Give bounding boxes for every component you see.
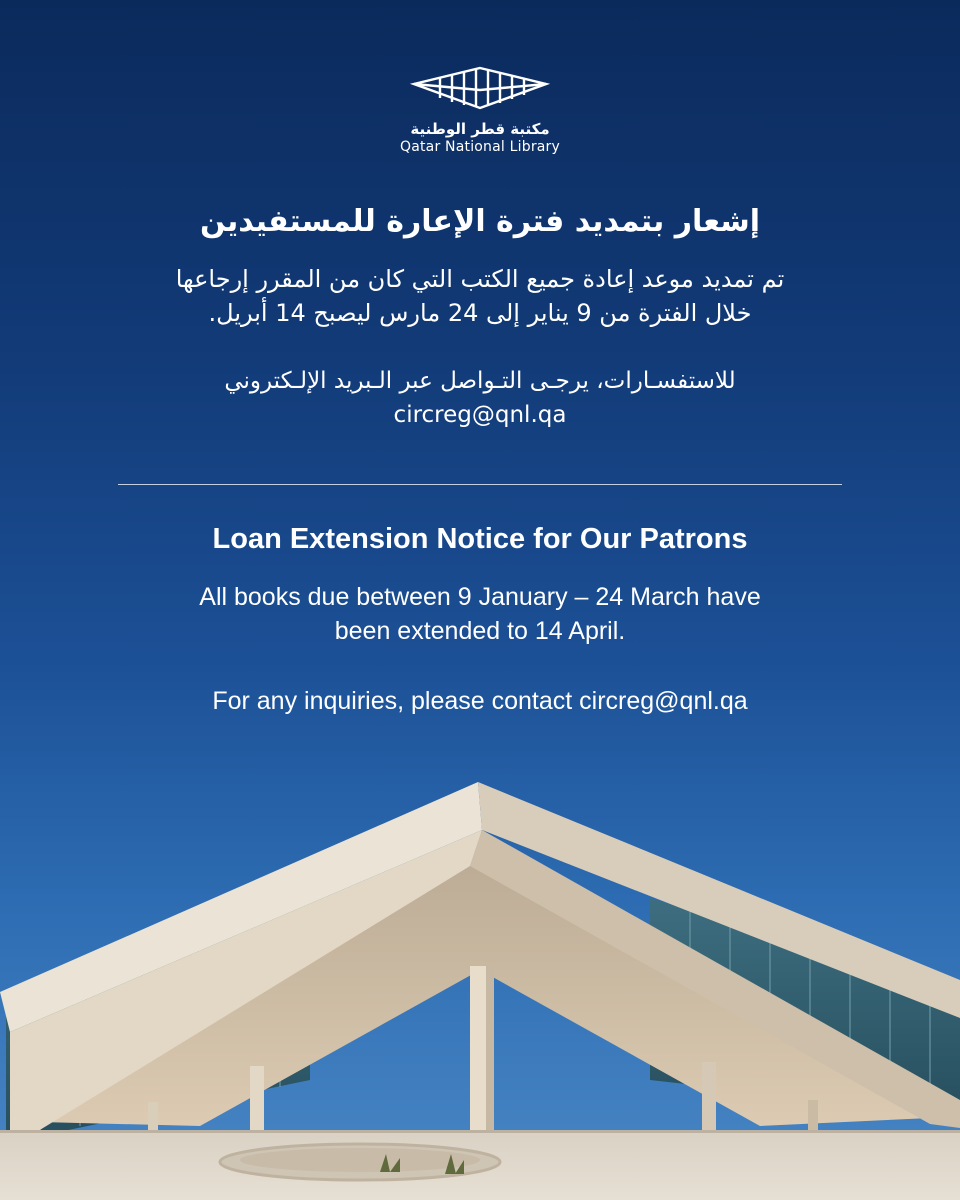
arabic-contact [80,364,880,432]
arabic-contact-line: للاستفسـارات، يرجـى التـواصل عبر الـبريد الإلـكتروني [224,368,736,394]
qnl-logo-icon [410,64,550,114]
library-building-photo [0,770,960,1200]
english-contact: For any inquiries, please contact circreg@qnl.qa [212,687,748,715]
section-divider [118,484,842,485]
english-notice [80,516,880,718]
arabic-body-line-1: تم تمديد موعد إعادة جميع الكتب التي كان من المقرر إرجاعها [175,265,785,293]
english-body-line-2: been extended to 14 April. [334,617,626,645]
logo-name-english: Qatar National Library [399,139,560,155]
arabic-notice [80,198,880,432]
right-column [702,1062,716,1138]
arabic-body-line-2: خلال الفترة من 9 يناير إلى 24 مارس ليصبح 14 أبريل. [208,299,752,327]
english-body [80,580,880,648]
arabic-contact-email[interactable]: circreg@qnl.qa [393,402,567,428]
left-column [250,1066,264,1136]
english-title: Loan Extension Notice for Our Patrons [212,523,748,555]
english-body-line-1: All books due between 9 January – 24 March have [199,583,761,611]
arabic-title: إشعار بتمديد فترة الإعارة للمستفيدين [199,204,761,239]
arabic-body [80,262,880,330]
library-logo [0,64,960,155]
logo-name-arabic: مكتبة قطر الوطنية [410,120,550,138]
